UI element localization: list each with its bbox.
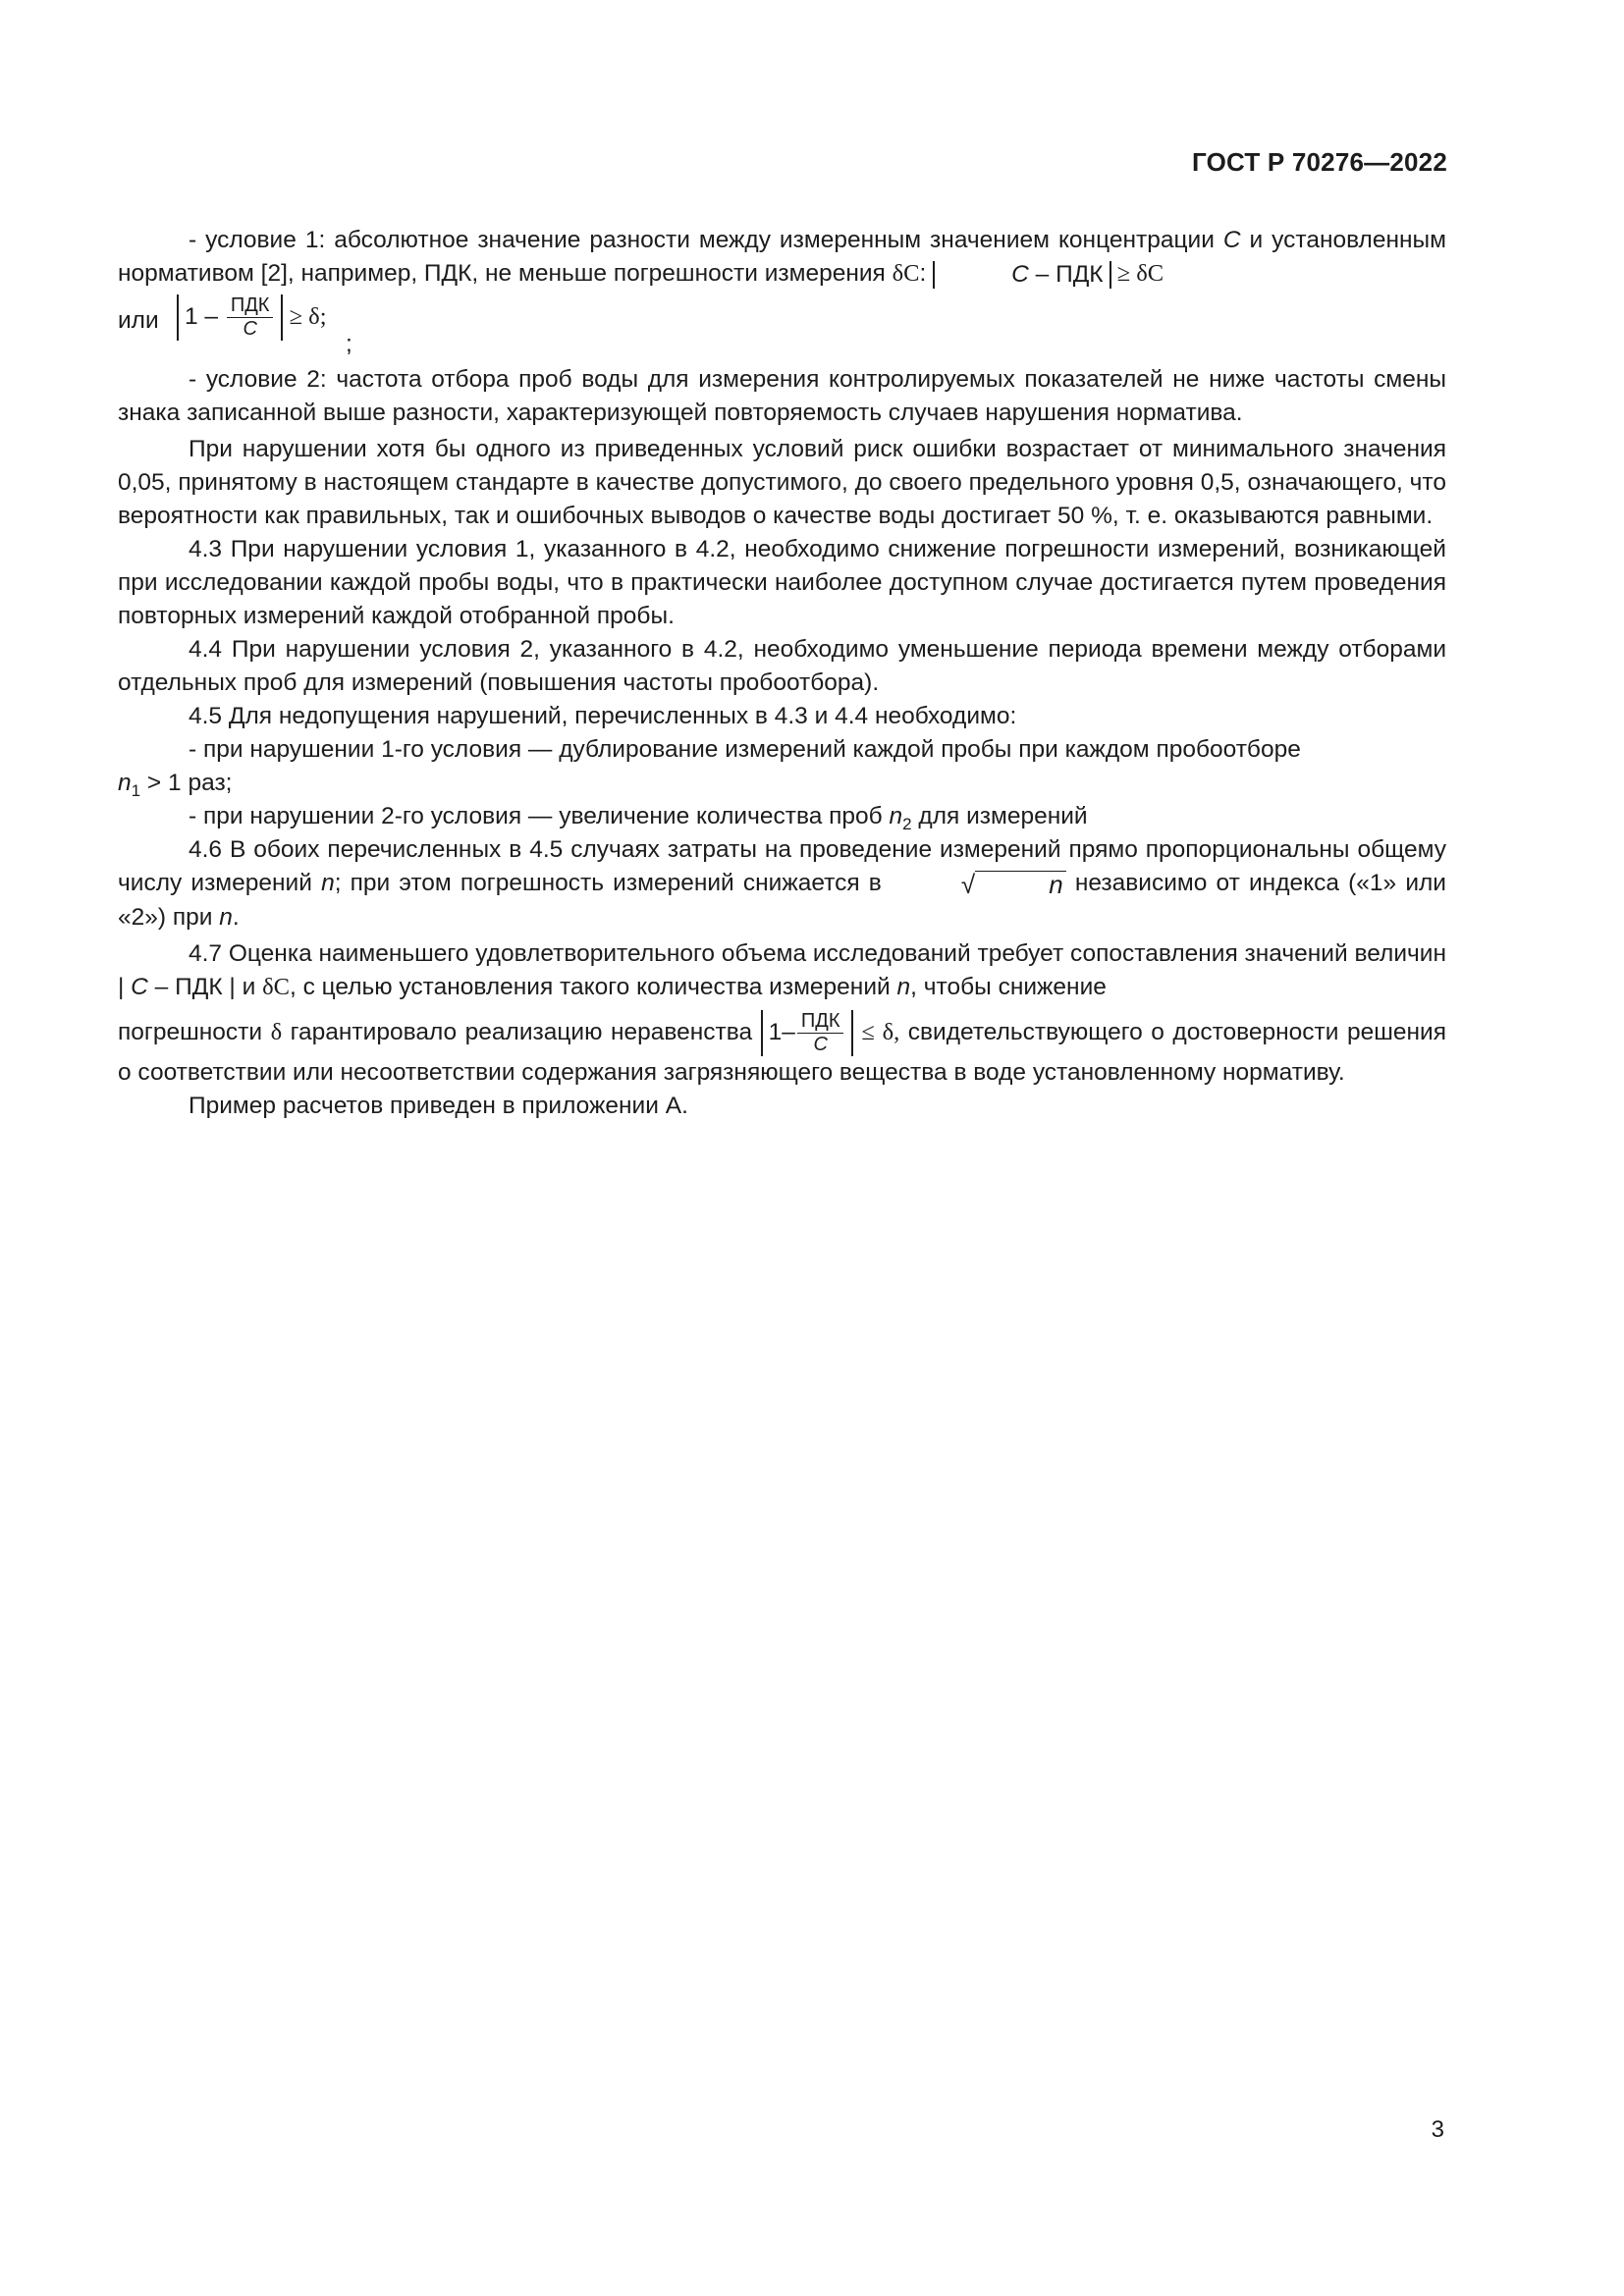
text: - при нарушении 2-го условия — увеличение количества проб (189, 803, 890, 829)
subscript: 1 (131, 781, 141, 800)
text: : (919, 260, 934, 287)
fraction-numerator: ПДК (797, 1010, 844, 1034)
var-n: n (321, 870, 335, 896)
text: – ПДК | и (147, 973, 263, 1000)
fraction-denominator: C (243, 318, 257, 340)
page-number: 3 (1431, 2116, 1444, 2143)
condition-2: - условие 2: частота отбора проб воды для измерения контролируемых показателей не ниже частоты смены знака записанной выше разности, характеризующей повторяемость случаев нарушения норматива. (118, 366, 1446, 426)
ili-text: или (118, 307, 159, 334)
para-4-3: 4.3 При нарушении условия 1, указанного в 4.2, необходимо снижение погрешности измерений, возникающей при исследовании каждой пробы воды, что в практически наиболее доступном случае достигается путем проведения повторных измерений каждой отобранной пробы. (118, 536, 1446, 629)
delta: δ (270, 1018, 283, 1045)
sqrt-formula (891, 868, 1066, 901)
text: - условие 1: абсолютное значение разности между измеренным значением концентрации (189, 227, 1223, 253)
text: погрешности (118, 1018, 271, 1045)
ge-delta-c: ≥ δC (1110, 260, 1164, 287)
text: , с целью установления такого количества измерений (289, 973, 897, 1000)
semicolon: ; (346, 331, 352, 357)
fraction (797, 1010, 844, 1056)
sqrt-radicand: n (975, 871, 1065, 897)
para-4-7-cont (118, 1010, 1446, 1090)
var-c: C (1011, 260, 1029, 288)
para-4-5-item-1 (118, 733, 1446, 800)
one-minus: 1 – (185, 302, 225, 330)
para-4-6 (118, 833, 1446, 934)
subscript: 2 (902, 815, 912, 833)
document-header: ГОСТ Р 70276—2022 (1192, 147, 1447, 177)
abs-bars (177, 294, 283, 341)
text: 4.6 В обоих перечисленных в 4.5 случаях затраты на проведение измерений прямо пропорциональны общему числу измерений (118, 836, 1446, 896)
var-c: C (131, 973, 148, 1000)
one-minus: 1– (768, 1018, 795, 1045)
var-c: C (1222, 227, 1241, 253)
text: . (232, 903, 240, 931)
para-4-7 (118, 937, 1446, 1004)
para-violation: При нарушении хотя бы одного из приведенных условий риск ошибки возрастает от минимального значения 0,05, принятому в настоящем стандарте в качестве допустимого, до своего предельного уровня 0,5, означающего, что вероятности как правильных, так и ошибочных выводов о качестве воды достигает 50 %, т. е. оказываются равными. (118, 436, 1446, 529)
delta-c: δC (892, 260, 920, 287)
text: > 1 раз; (140, 770, 233, 796)
text: - при нарушении 1-го условия — дублирование измерений каждой пробы при каждом пробоотборе (189, 736, 1301, 763)
abs-fraction-formula (177, 294, 327, 341)
example-note: Пример расчетов приведен в приложении А. (189, 1092, 688, 1119)
text: ; при этом погрешность измерений снижается в (334, 870, 891, 896)
var-n: n (889, 803, 903, 829)
text: и установленным нормативом [2], например, ПДК, не меньше погрешности измерения (118, 227, 1446, 287)
para-4-5: 4.5 Для недопущения нарушений, перечисленных в 4.3 и 4.4 необходимо: (189, 703, 1017, 729)
document-body (118, 224, 1446, 1123)
text: для измерений (911, 803, 1088, 829)
formula-row (118, 294, 1446, 357)
para-4-5-item-2 (118, 800, 1446, 833)
text: – ПДК (1028, 260, 1104, 288)
text: 4.7 Оценка наименьшего удовлетворительного объема исследований требует сопоставления значений величин | (118, 939, 1446, 1000)
text: свидетельствующего о достоверности решения о соответствии или несоответствии содержания загрязняющего вещества в воде установленному нормативу. (118, 1018, 1446, 1086)
sqrt-sign: √ (960, 869, 976, 899)
text: , чтобы снижение (910, 973, 1107, 1000)
fraction (227, 294, 274, 341)
text: гарантировало реализацию неравенства (282, 1018, 761, 1045)
var-n: n (118, 770, 132, 796)
le-delta: ≤ δ, (853, 1018, 900, 1045)
var-n: n (896, 973, 911, 1000)
delta-c: δC (262, 973, 290, 1000)
para-4-4: 4.4 При нарушении условия 2, указанного в 4.2, необходимо уменьшение периода времени между отборами отдельных проб для измерений (повышения частоты пробоотбора). (118, 636, 1446, 696)
ge-delta: ≥ δ; (283, 302, 327, 330)
abs-fraction-formula (761, 1010, 854, 1056)
condition-1 (118, 224, 1446, 291)
text: независимо от индекса («1» или «2») при (118, 870, 1446, 931)
abs-formula (933, 261, 1110, 289)
fraction-numerator: ПДК (227, 294, 274, 318)
var-n: n (219, 903, 233, 931)
fraction-denominator: C (813, 1033, 828, 1055)
